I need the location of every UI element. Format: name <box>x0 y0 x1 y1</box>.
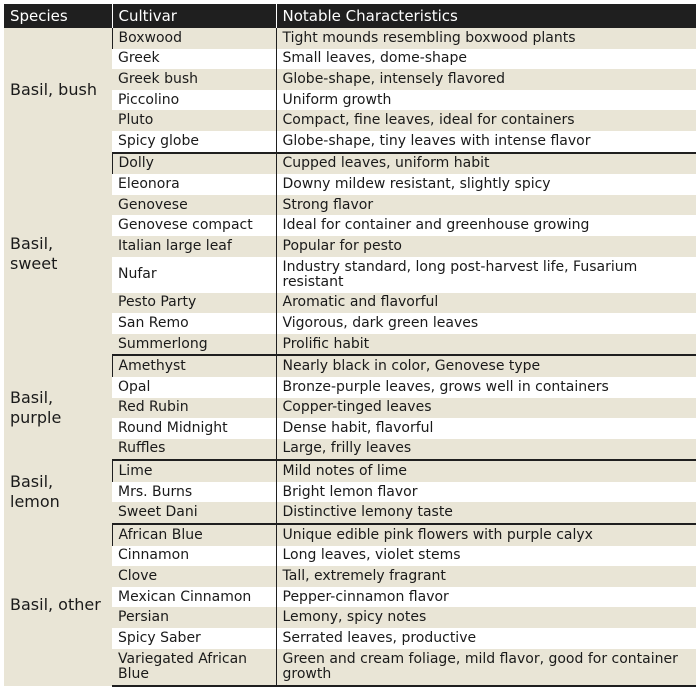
cultivar-cell: Mexican Cinnamon <box>112 587 276 608</box>
species-group <box>4 460 696 524</box>
species-cell: Basil, other <box>4 524 112 686</box>
characteristics-cell: Uniform growth <box>276 90 696 111</box>
characteristics-cell: Bronze-purple leaves, grows well in containers <box>276 377 696 398</box>
cultivar-cell: Spicy Saber <box>112 628 276 649</box>
cultivar-cell: African Blue <box>112 524 276 546</box>
characteristics-cell: Copper-tinged leaves <box>276 398 696 419</box>
characteristics-cell: Strong flavor <box>276 195 696 216</box>
characteristics-cell: Ideal for container and greenhouse growing <box>276 215 696 236</box>
cultivar-cell: Opal <box>112 377 276 398</box>
cultivar-cell: Pluto <box>112 110 276 131</box>
characteristics-cell: Popular for pesto <box>276 236 696 257</box>
cultivar-cell: Pesto Party <box>112 293 276 314</box>
cultivar-cell: Piccolino <box>112 90 276 111</box>
characteristics-cell: Nearly black in color, Genovese type <box>276 355 696 377</box>
cultivar-cell: Round Midnight <box>112 418 276 439</box>
table-row <box>4 524 696 546</box>
characteristics-cell: Aromatic and flavorful <box>276 293 696 314</box>
species-cell: Basil, sweet <box>4 153 112 356</box>
cultivar-cell: Mrs. Burns <box>112 482 276 503</box>
cultivar-cell: Clove <box>112 566 276 587</box>
cultivar-cell: San Remo <box>112 313 276 334</box>
table-row <box>4 28 696 49</box>
species-cell: Basil, purple <box>4 355 112 460</box>
characteristics-cell: Mild notes of lime <box>276 460 696 482</box>
species-group <box>4 524 696 686</box>
header-cultivar: Cultivar <box>112 4 276 28</box>
table-header <box>4 4 696 28</box>
cultivar-cell: Boxwood <box>112 28 276 49</box>
header-species: Species <box>4 4 112 28</box>
cultivar-cell: Ruffles <box>112 439 276 461</box>
cultivar-cell: Greek <box>112 49 276 70</box>
cultivar-cell: Summerlong <box>112 334 276 356</box>
characteristics-cell: Globe-shape, intensely flavored <box>276 69 696 90</box>
table-row <box>4 153 696 175</box>
cultivar-cell: Amethyst <box>112 355 276 377</box>
characteristics-cell: Large, frilly leaves <box>276 439 696 461</box>
basil-cultivars-table <box>4 4 696 687</box>
cultivar-cell: Italian large leaf <box>112 236 276 257</box>
characteristics-cell: Pepper-cinnamon flavor <box>276 587 696 608</box>
cultivar-cell: Nufar <box>112 257 276 293</box>
characteristics-cell: Tight mounds resembling boxwood plants <box>276 28 696 49</box>
characteristics-cell: Bright lemon flavor <box>276 482 696 503</box>
characteristics-cell: Globe-shape, tiny leaves with intense flavor <box>276 131 696 153</box>
characteristics-cell: Distinctive lemony taste <box>276 502 696 524</box>
characteristics-cell: Industry standard, long post-harvest life, Fusarium resistant <box>276 257 696 293</box>
characteristics-cell: Long leaves, violet stems <box>276 546 696 567</box>
cultivar-cell: Sweet Dani <box>112 502 276 524</box>
characteristics-cell: Small leaves, dome-shape <box>276 49 696 70</box>
cultivar-cell: Persian <box>112 607 276 628</box>
cultivar-cell: Cinnamon <box>112 546 276 567</box>
characteristics-cell: Serrated leaves, productive <box>276 628 696 649</box>
characteristics-cell: Green and cream foliage, mild flavor, good for container growth <box>276 649 696 686</box>
characteristics-cell: Compact, fine leaves, ideal for containers <box>276 110 696 131</box>
characteristics-cell: Lemony, spicy notes <box>276 607 696 628</box>
cultivar-cell: Red Rubin <box>112 398 276 419</box>
characteristics-cell: Dense habit, flavorful <box>276 418 696 439</box>
cultivar-cell: Genovese <box>112 195 276 216</box>
species-cell: Basil, bush <box>4 28 112 153</box>
characteristics-cell: Prolific habit <box>276 334 696 356</box>
cultivar-cell: Spicy globe <box>112 131 276 153</box>
cultivar-cell: Genovese compact <box>112 215 276 236</box>
cultivar-cell: Greek bush <box>112 69 276 90</box>
characteristics-cell: Unique edible pink flowers with purple calyx <box>276 524 696 546</box>
table-row <box>4 355 696 377</box>
cultivar-cell: Variegated African Blue <box>112 649 276 686</box>
characteristics-cell: Cupped leaves, uniform habit <box>276 153 696 175</box>
species-group <box>4 153 696 356</box>
header-characteristics: Notable Characteristics <box>276 4 696 28</box>
cultivar-cell: Lime <box>112 460 276 482</box>
characteristics-cell: Downy mildew resistant, slightly spicy <box>276 174 696 195</box>
header-row <box>4 4 696 28</box>
table-row <box>4 460 696 482</box>
cultivar-cell: Eleonora <box>112 174 276 195</box>
species-group <box>4 28 696 153</box>
characteristics-cell: Tall, extremely fragrant <box>276 566 696 587</box>
cultivar-cell: Dolly <box>112 153 276 175</box>
characteristics-cell: Vigorous, dark green leaves <box>276 313 696 334</box>
species-cell: Basil, lemon <box>4 460 112 524</box>
species-group <box>4 355 696 460</box>
